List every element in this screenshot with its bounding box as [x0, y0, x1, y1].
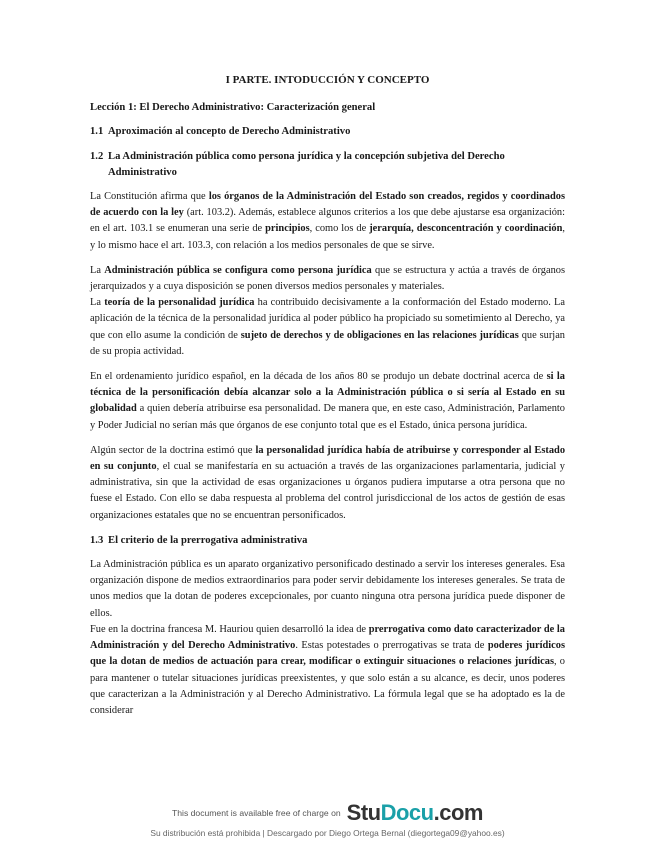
- text-run: La Administración pública es un aparato organizativo personificado destinado a servir los intereses generales. Esa organización dispone de medios extraordinarios para poder servir debidamente los intereses generales. Se trata de unos medios que la dotan de poderes excepcionales, por cuanto ninguna otra persona jurídica puede disponer de ellos.: [90, 559, 565, 619]
- text-run: En el ordenamiento jurídico español, en la década de los años 80 se produjo un debate doctrinal acerca de: [90, 371, 547, 383]
- bold-text-run: poderes jurídicos que la dotan de medios de actuación para crear, modificar o extinguir situaciones o relaciones jurídicas: [90, 640, 565, 668]
- download-notice: Su distribución está prohibida | Descargado por Diego Ortega Bernal (diegortega09@yahoo.es): [150, 828, 505, 838]
- text-run: , el cual se manifestaría en su actuación a través de las organizaciones parlamentaria, judicial y administrativa, sin que la actividad de esas organizaciones u órganos pudiera imputarse a otra persona que no fuese el Estado. Con ello se daba respuesta al problema del control jurisdiccional de los actos de gestión de esas organizaciones estatales que no se encuentran personificados.: [90, 461, 565, 521]
- available-text: This document is available free of charge on: [172, 808, 341, 818]
- logo-part: Stu: [346, 800, 381, 825]
- studocu-footer: [0, 800, 655, 826]
- document-body: [90, 72, 565, 728]
- paragraph-2: [90, 263, 565, 295]
- text-run: que surjan de su propia actividad.: [90, 329, 566, 357]
- logo-part: .com: [433, 800, 483, 825]
- paragraph-5: [90, 443, 565, 524]
- text-run: (art. 103.2). Además, establece algunos criterios a los que debe ajustarse esa organización: en el art. 103.1 se enumeran una serie de: [90, 207, 565, 235]
- text-run: a quien debería atribuirse esa personalidad. De manera que, en este caso, Administración, Parlamento y Poder Judicial no serían más que órganos de ese conjunto total que es el Estado, única persona jurídica.: [90, 403, 565, 431]
- section-title: Aproximación al concepto de Derecho Administrativo: [108, 126, 351, 138]
- bold-text-run: prerrogativa como dato caracterizador de la Administración y del Derecho Administrativo: [90, 623, 565, 652]
- text-run: ha contribuido decisivamente a la conformación del Estado moderno. La aplicación de la técnica de la personalidad jurídica al poder público ha propiciado su sometimiento al Derecho, ya que con ello asume la condición de: [90, 297, 566, 341]
- bold-text-run: la personalidad jurídica había de atribuirse y corresponder al Estado en su conjunto: [90, 444, 566, 473]
- text-run: La Constitución afirma que: [90, 191, 209, 203]
- text-run: , o para mantener o tutelar situaciones jurídicas preexistentes, y que solo están a su alcance, es decir, unos poderes que caracterizan a la Administración y al Derecho Administrativo. La fórmula legal que se ha adoptado es la de considerar: [90, 656, 565, 716]
- studocu-logo[interactable]: [347, 800, 483, 826]
- bold-text-run: sujeto de derechos y de obligaciones en las relaciones jurídicas: [240, 329, 519, 341]
- text-run: , como los de: [309, 223, 370, 235]
- section-number: 1.3: [90, 534, 104, 546]
- bold-text-run: principios: [265, 223, 310, 235]
- paragraph-4: [90, 369, 565, 434]
- paragraph-1: [90, 189, 565, 254]
- paragraph-3: [90, 295, 565, 360]
- text-run: , y lo mismo hace el art. 103.3, con relación a los medios personales de que se sirve.: [90, 223, 565, 251]
- bold-text-run: si la técnica de la personificación debía alcanzar solo a la Administración pública o si sería al Estado en su globalidad: [90, 371, 565, 415]
- bold-text-run: los órganos de la Administración del Estado son creados, regidos y coordinados de acuerdo con la ley: [90, 191, 565, 219]
- section-title: El criterio de la prerrogativa administrativa: [108, 534, 308, 546]
- text-run: que se estructura y actúa a través de órganos jerarquizados y a cuya disposición se ponen diversos medios personales y materiales.: [90, 264, 566, 293]
- text-run: La: [90, 264, 105, 276]
- section-heading-1-2: [90, 149, 565, 181]
- part-title: I PARTE. INTODUCCIÓN Y CONCEPTO: [225, 74, 430, 86]
- section-number: 1.1: [90, 126, 104, 138]
- lesson-title: Lección 1: El Derecho Administrativo: Caracterización general: [90, 102, 376, 114]
- paragraph-7: [90, 622, 565, 719]
- bold-text-run: teoría de la personalidad jurídica: [104, 297, 255, 309]
- section-title: La Administración pública como persona jurídica y la concepción subjetiva del Derecho Administrativo: [108, 150, 505, 178]
- paragraph-6: [90, 557, 565, 622]
- text-run: La: [90, 297, 105, 309]
- section-heading-1-3: [90, 533, 565, 549]
- bold-text-run: Administración pública se configura como persona jurídica: [104, 264, 372, 276]
- logo-part: Docu: [380, 800, 434, 825]
- bold-text-run: jerarquía, desconcentración y coordinación: [369, 223, 563, 235]
- section-number: 1.2: [90, 150, 104, 162]
- text-run: . Estas potestades o prerrogativas se trata de: [295, 640, 488, 652]
- text-run: Algún sector de la doctrina estimó que: [90, 444, 256, 456]
- studocu-banner[interactable]: [0, 800, 655, 826]
- section-heading-1-1: [90, 124, 565, 140]
- text-run: Fue en la doctrina francesa M. Hauriou quien desarrolló la idea de: [90, 623, 369, 635]
